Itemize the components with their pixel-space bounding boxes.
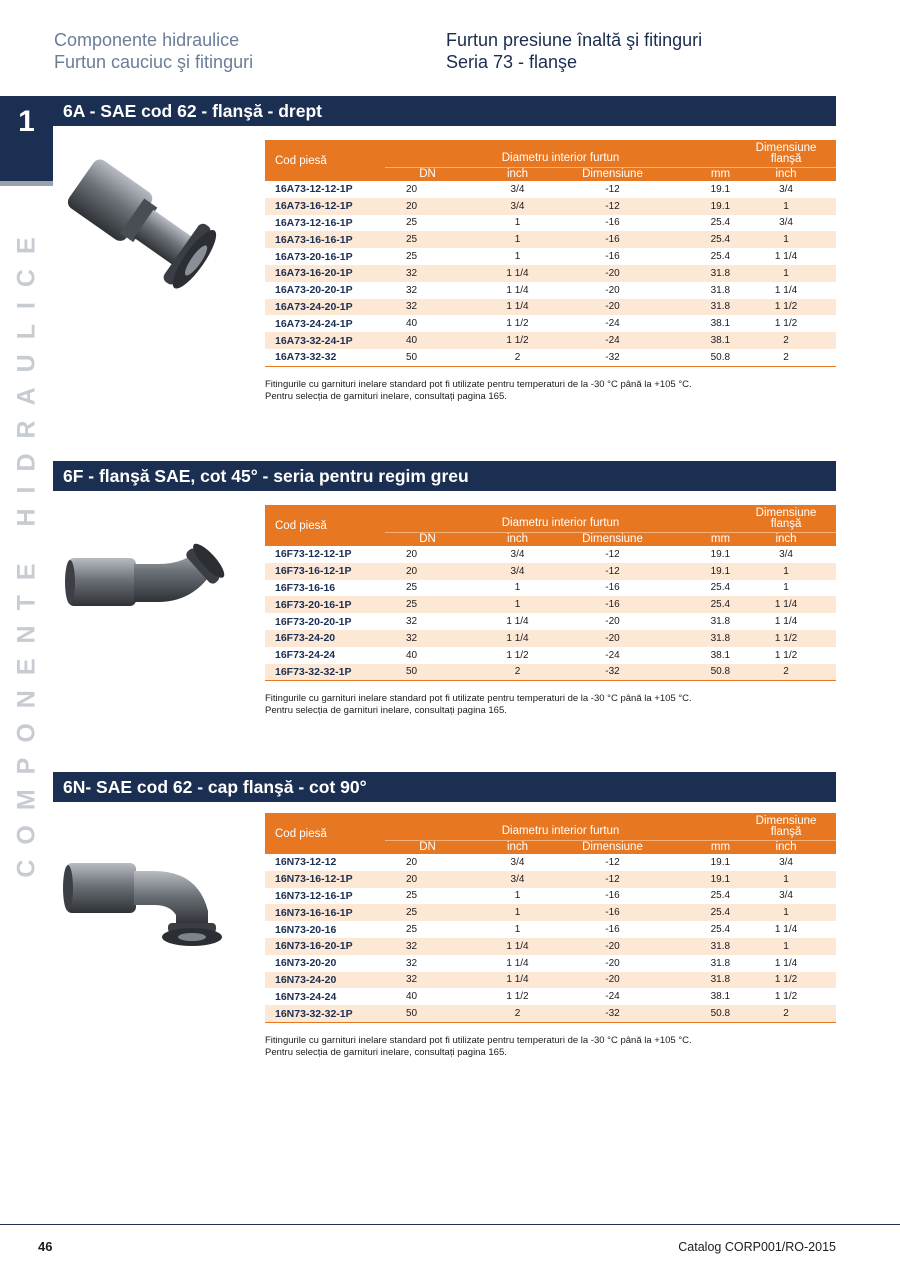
table-header-row xyxy=(265,140,836,168)
cell-inch-flansa: 3/4 xyxy=(736,546,836,563)
cell-dn: 32 xyxy=(385,282,470,299)
table-row xyxy=(265,181,836,198)
cell-dn: 32 xyxy=(385,613,470,630)
cell-mm: 25.4 xyxy=(660,580,736,597)
cell-dimensiune: -20 xyxy=(565,630,660,647)
header-right-line1: Furtun presiune înaltă şi fitinguri xyxy=(446,30,703,50)
cell-inch: 3/4 xyxy=(470,181,565,198)
cell-cod-piesa: 16F73-12-12-1P xyxy=(265,546,385,563)
col-dimensiune-flansa xyxy=(736,813,836,841)
table-row xyxy=(265,955,836,972)
table-header-row xyxy=(265,505,836,533)
table-row xyxy=(265,231,836,248)
cell-cod-piesa: 16F73-16-12-1P xyxy=(265,563,385,580)
cell-dn: 25 xyxy=(385,921,470,938)
cell-cod-piesa: 16N73-20-16 xyxy=(265,921,385,938)
table-row xyxy=(265,1005,836,1022)
cell-mm: 31.8 xyxy=(660,299,736,316)
cell-dimensiune: -24 xyxy=(565,647,660,664)
cell-mm: 25.4 xyxy=(660,888,736,905)
cell-inch-flansa: 1 1/2 xyxy=(736,972,836,989)
cell-mm: 25.4 xyxy=(660,215,736,232)
cell-inch-flansa: 3/4 xyxy=(736,888,836,905)
header-left xyxy=(54,29,253,73)
cell-inch: 1 1/4 xyxy=(470,630,565,647)
cell-inch: 1 1/4 xyxy=(470,265,565,282)
col-dim-fl-line2: flanşă xyxy=(770,825,802,838)
cell-cod-piesa: 16F73-16-16 xyxy=(265,580,385,597)
cell-mm: 19.1 xyxy=(660,198,736,215)
header-left-line1: Componente hidraulice xyxy=(54,30,240,50)
cell-dimensiune: -16 xyxy=(565,231,660,248)
cell-cod-piesa: 16A73-32-24-1P xyxy=(265,332,385,349)
col-inch: inch xyxy=(470,168,565,182)
elbow-90-flange-fitting-image xyxy=(58,836,254,976)
cell-mm: 25.4 xyxy=(660,596,736,613)
cell-inch: 1 xyxy=(470,231,565,248)
cell-dimensiune: -20 xyxy=(565,938,660,955)
cell-dn: 32 xyxy=(385,630,470,647)
note-6a xyxy=(265,379,692,403)
cell-dimensiune: -20 xyxy=(565,972,660,989)
cell-inch: 1 1/4 xyxy=(470,282,565,299)
cell-dimensiune: -24 xyxy=(565,332,660,349)
cell-inch: 1 xyxy=(470,921,565,938)
chapter-number: 1 xyxy=(0,96,53,181)
cell-inch-flansa: 1 1/4 xyxy=(736,596,836,613)
table-row xyxy=(265,988,836,1005)
cell-inch-flansa: 1 xyxy=(736,265,836,282)
cell-cod-piesa: 16N73-16-12-1P xyxy=(265,871,385,888)
note-line1: Fitingurile cu garnituri inelare standard pot fi utilizate pentru temperaturi de la -30 °C până la +105 °C. xyxy=(265,1035,692,1046)
note-6f xyxy=(265,693,692,717)
cell-inch: 1 1/4 xyxy=(470,299,565,316)
cell-mm: 38.1 xyxy=(660,647,736,664)
elbow-45-flange-fitting-image xyxy=(58,520,254,660)
col-inch-flansa: inch xyxy=(736,841,836,855)
cell-inch: 2 xyxy=(470,664,565,681)
table-body xyxy=(265,181,836,366)
cell-dimensiune: -32 xyxy=(565,1005,660,1022)
cell-dimensiune: -20 xyxy=(565,299,660,316)
cell-dimensiune: -20 xyxy=(565,265,660,282)
cell-mm: 25.4 xyxy=(660,248,736,265)
cell-inch-flansa: 3/4 xyxy=(736,854,836,871)
section-title-6n: 6N- SAE cod 62 - cap flanşă - cot 90° xyxy=(53,772,836,802)
cell-cod-piesa: 16A73-12-16-1P xyxy=(265,215,385,232)
header-right-line2: Seria 73 - flanşe xyxy=(446,52,578,72)
spec-table-6a xyxy=(265,140,836,367)
header-right xyxy=(446,29,702,73)
cell-inch: 1 1/4 xyxy=(470,955,565,972)
cell-dimensiune: -16 xyxy=(565,888,660,905)
cell-dimensiune: -16 xyxy=(565,215,660,232)
col-dim-fl-line2: flanşă xyxy=(770,517,802,530)
cell-inch: 1 xyxy=(470,580,565,597)
cell-dn: 25 xyxy=(385,904,470,921)
cell-inch-flansa: 1 xyxy=(736,231,836,248)
table-row xyxy=(265,871,836,888)
cell-dn: 25 xyxy=(385,596,470,613)
cell-dn: 25 xyxy=(385,888,470,905)
cell-mm: 31.8 xyxy=(660,938,736,955)
table-row xyxy=(265,580,836,597)
cell-dn: 20 xyxy=(385,181,470,198)
cell-inch-flansa: 2 xyxy=(736,664,836,681)
cell-inch-flansa: 2 xyxy=(736,349,836,366)
col-inch: inch xyxy=(470,841,565,855)
cell-inch-flansa: 1 xyxy=(736,938,836,955)
cell-mm: 19.1 xyxy=(660,563,736,580)
col-cod-piesa: Cod piesă xyxy=(265,140,385,181)
cell-cod-piesa: 16A73-16-20-1P xyxy=(265,265,385,282)
chapter-side-text: COMPONENTE HIDRAULICE xyxy=(12,222,40,878)
col-dn: DN xyxy=(385,841,470,855)
cell-dn: 20 xyxy=(385,198,470,215)
cell-mm: 25.4 xyxy=(660,231,736,248)
cell-mm: 25.4 xyxy=(660,904,736,921)
table-row xyxy=(265,546,836,563)
note-6n xyxy=(265,1035,692,1059)
cell-cod-piesa: 16F73-20-20-1P xyxy=(265,613,385,630)
table-row xyxy=(265,265,836,282)
cell-cod-piesa: 16N73-24-24 xyxy=(265,988,385,1005)
col-mm: mm xyxy=(660,841,736,855)
cell-dn: 40 xyxy=(385,332,470,349)
cell-cod-piesa: 16F73-20-16-1P xyxy=(265,596,385,613)
cell-dimensiune: -24 xyxy=(565,315,660,332)
cell-cod-piesa: 16A73-16-12-1P xyxy=(265,198,385,215)
cell-dn: 50 xyxy=(385,1005,470,1022)
cell-inch: 1 1/4 xyxy=(470,613,565,630)
cell-dn: 20 xyxy=(385,546,470,563)
footer-divider xyxy=(0,1224,900,1225)
cell-cod-piesa: 16F73-24-24 xyxy=(265,647,385,664)
cell-cod-piesa: 16A73-32-32 xyxy=(265,349,385,366)
col-inch-flansa: inch xyxy=(736,168,836,182)
cell-inch-flansa: 1 1/4 xyxy=(736,955,836,972)
chapter-side-label xyxy=(0,200,53,900)
col-cod-piesa: Cod piesă xyxy=(265,813,385,854)
cell-dn: 20 xyxy=(385,563,470,580)
note-line2: Pentru selecția de garnituri inelare, consultați pagina 165. xyxy=(265,1047,507,1058)
straight-flange-fitting-image xyxy=(58,158,254,298)
cell-inch: 2 xyxy=(470,349,565,366)
table-row xyxy=(265,921,836,938)
cell-inch: 2 xyxy=(470,1005,565,1022)
cell-inch: 1 1/2 xyxy=(470,332,565,349)
cell-dimensiune: -12 xyxy=(565,563,660,580)
cell-inch-flansa: 1 1/2 xyxy=(736,988,836,1005)
col-dimensiune-flansa xyxy=(736,140,836,168)
cell-dn: 40 xyxy=(385,315,470,332)
cell-inch-flansa: 1 xyxy=(736,198,836,215)
cell-dn: 20 xyxy=(385,854,470,871)
cell-dimensiune: -16 xyxy=(565,580,660,597)
section-title-6a: 6A - SAE cod 62 - flanşă - drept xyxy=(53,96,836,126)
cell-cod-piesa: 16F73-32-32-1P xyxy=(265,664,385,681)
cell-dimensiune: -16 xyxy=(565,904,660,921)
col-dim-fl-line1: Dimensiune xyxy=(755,814,817,827)
cell-mm: 50.8 xyxy=(660,349,736,366)
header-left-line2: Furtun cauciuc şi fitinguri xyxy=(54,52,254,72)
cell-dimensiune: -20 xyxy=(565,282,660,299)
cell-inch-flansa: 1 xyxy=(736,904,836,921)
col-diametru: Diametru interior furtun xyxy=(385,813,736,841)
cell-dimensiune: -16 xyxy=(565,921,660,938)
cell-inch-flansa: 1 xyxy=(736,871,836,888)
cell-dn: 32 xyxy=(385,972,470,989)
cell-inch-flansa: 1 1/2 xyxy=(736,647,836,664)
cell-inch-flansa: 1 1/4 xyxy=(736,248,836,265)
spec-table-6f xyxy=(265,505,836,681)
cell-dn: 32 xyxy=(385,299,470,316)
cell-inch-flansa: 3/4 xyxy=(736,215,836,232)
table-row xyxy=(265,854,836,871)
cell-cod-piesa: 16N73-12-12 xyxy=(265,854,385,871)
cell-dn: 25 xyxy=(385,580,470,597)
col-mm: mm xyxy=(660,168,736,182)
cell-cod-piesa: 16N73-24-20 xyxy=(265,972,385,989)
table-row xyxy=(265,904,836,921)
table-row xyxy=(265,315,836,332)
cell-mm: 38.1 xyxy=(660,315,736,332)
cell-inch: 3/4 xyxy=(470,198,565,215)
cell-mm: 31.8 xyxy=(660,630,736,647)
cell-cod-piesa: 16N73-12-16-1P xyxy=(265,888,385,905)
cell-dn: 32 xyxy=(385,265,470,282)
cell-cod-piesa: 16A73-24-24-1P xyxy=(265,315,385,332)
cell-inch-flansa: 1 xyxy=(736,563,836,580)
cell-dn: 40 xyxy=(385,647,470,664)
cell-inch: 1 xyxy=(470,888,565,905)
page-number: 46 xyxy=(38,1239,53,1254)
cell-inch: 1 1/4 xyxy=(470,938,565,955)
table-body xyxy=(265,854,836,1022)
col-diametru: Diametru interior furtun xyxy=(385,140,736,168)
cell-dn: 25 xyxy=(385,231,470,248)
cell-inch: 1 xyxy=(470,248,565,265)
cell-dn: 20 xyxy=(385,871,470,888)
cell-dimensiune: -12 xyxy=(565,198,660,215)
col-inch-flansa: inch xyxy=(736,533,836,547)
table-row xyxy=(265,349,836,366)
chapter-divider xyxy=(0,181,53,186)
cell-inch-flansa: 2 xyxy=(736,1005,836,1022)
cell-dimensiune: -20 xyxy=(565,955,660,972)
col-dn: DN xyxy=(385,533,470,547)
cell-cod-piesa: 16A73-24-20-1P xyxy=(265,299,385,316)
cell-dimensiune: -12 xyxy=(565,546,660,563)
cell-mm: 38.1 xyxy=(660,332,736,349)
cell-inch: 3/4 xyxy=(470,563,565,580)
col-dim-fl-line1: Dimensiune xyxy=(755,506,817,519)
table-row xyxy=(265,282,836,299)
cell-dn: 32 xyxy=(385,938,470,955)
cell-inch: 1 1/2 xyxy=(470,988,565,1005)
cell-mm: 19.1 xyxy=(660,871,736,888)
col-dim-fl-line1: Dimensiune xyxy=(755,141,817,154)
note-line2: Pentru selecția de garnituri inelare, consultați pagina 165. xyxy=(265,705,507,716)
cell-mm: 31.8 xyxy=(660,282,736,299)
table-row xyxy=(265,938,836,955)
table-row xyxy=(265,613,836,630)
section-title-6f: 6F - flanşă SAE, cot 45° - seria pentru regim greu xyxy=(53,461,836,491)
col-mm: mm xyxy=(660,533,736,547)
cell-mm: 50.8 xyxy=(660,1005,736,1022)
table-row xyxy=(265,664,836,681)
table-row xyxy=(265,888,836,905)
cell-dimensiune: -16 xyxy=(565,248,660,265)
cell-inch-flansa: 1 1/2 xyxy=(736,299,836,316)
cell-dimensiune: -12 xyxy=(565,854,660,871)
table-row xyxy=(265,215,836,232)
table-row xyxy=(265,198,836,215)
col-cod-piesa: Cod piesă xyxy=(265,505,385,546)
cell-inch: 1 xyxy=(470,596,565,613)
cell-mm: 50.8 xyxy=(660,664,736,681)
col-dimensiune: Dimensiune xyxy=(565,533,660,547)
table-row xyxy=(265,596,836,613)
cell-inch-flansa: 1 1/2 xyxy=(736,315,836,332)
cell-dimensiune: -32 xyxy=(565,349,660,366)
col-diametru: Diametru interior furtun xyxy=(385,505,736,533)
col-inch: inch xyxy=(470,533,565,547)
cell-inch: 1 1/2 xyxy=(470,315,565,332)
cell-mm: 31.8 xyxy=(660,972,736,989)
cell-cod-piesa: 16N73-32-32-1P xyxy=(265,1005,385,1022)
cell-dn: 50 xyxy=(385,664,470,681)
table-row xyxy=(265,299,836,316)
cell-inch: 3/4 xyxy=(470,871,565,888)
note-line2: Pentru selecția de garnituri inelare, consultați pagina 165. xyxy=(265,391,507,402)
cell-inch-flansa: 2 xyxy=(736,332,836,349)
col-dn: DN xyxy=(385,168,470,182)
cell-cod-piesa: 16A73-20-16-1P xyxy=(265,248,385,265)
cell-dimensiune: -24 xyxy=(565,988,660,1005)
spec-table-6n xyxy=(265,813,836,1023)
cell-inch-flansa: 1 1/4 xyxy=(736,921,836,938)
cell-dn: 25 xyxy=(385,215,470,232)
table-row xyxy=(265,248,836,265)
cell-inch-flansa: 1 1/4 xyxy=(736,282,836,299)
cell-mm: 19.1 xyxy=(660,181,736,198)
cell-cod-piesa: 16N73-20-20 xyxy=(265,955,385,972)
cell-cod-piesa: 16N73-16-20-1P xyxy=(265,938,385,955)
cell-dimensiune: -16 xyxy=(565,596,660,613)
col-dim-fl-line2: flanşă xyxy=(770,152,802,165)
cell-dimensiune: -12 xyxy=(565,181,660,198)
cell-inch-flansa: 3/4 xyxy=(736,181,836,198)
cell-dimensiune: -12 xyxy=(565,871,660,888)
cell-mm: 38.1 xyxy=(660,988,736,1005)
cell-inch-flansa: 1 1/4 xyxy=(736,613,836,630)
cell-dimensiune: -20 xyxy=(565,613,660,630)
cell-mm: 25.4 xyxy=(660,921,736,938)
table-row xyxy=(265,647,836,664)
note-line1: Fitingurile cu garnituri inelare standard pot fi utilizate pentru temperaturi de la -30 °C până la +105 °C. xyxy=(265,379,692,390)
table-row xyxy=(265,972,836,989)
cell-mm: 19.1 xyxy=(660,546,736,563)
cell-dn: 32 xyxy=(385,955,470,972)
cell-cod-piesa: 16A73-16-16-1P xyxy=(265,231,385,248)
cell-cod-piesa: 16A73-20-20-1P xyxy=(265,282,385,299)
cell-dn: 40 xyxy=(385,988,470,1005)
cell-inch-flansa: 1 1/2 xyxy=(736,630,836,647)
cell-inch: 3/4 xyxy=(470,854,565,871)
cell-mm: 31.8 xyxy=(660,955,736,972)
cell-inch: 1 1/4 xyxy=(470,972,565,989)
table-header-row xyxy=(265,813,836,841)
note-line1: Fitingurile cu garnituri inelare standard pot fi utilizate pentru temperaturi de la -30 °C până la +105 °C. xyxy=(265,693,692,704)
cell-mm: 31.8 xyxy=(660,613,736,630)
cell-dn: 50 xyxy=(385,349,470,366)
table-body xyxy=(265,546,836,681)
catalog-reference: Catalog CORP001/RO-2015 xyxy=(678,1240,836,1254)
cell-dimensiune: -32 xyxy=(565,664,660,681)
cell-mm: 19.1 xyxy=(660,854,736,871)
cell-cod-piesa: 16A73-12-12-1P xyxy=(265,181,385,198)
cell-cod-piesa: 16F73-24-20 xyxy=(265,630,385,647)
col-dimensiune-flansa xyxy=(736,505,836,533)
cell-dn: 25 xyxy=(385,248,470,265)
cell-cod-piesa: 16N73-16-16-1P xyxy=(265,904,385,921)
col-dimensiune: Dimensiune xyxy=(565,168,660,182)
col-dimensiune: Dimensiune xyxy=(565,841,660,855)
cell-inch: 1 xyxy=(470,215,565,232)
cell-inch: 1 1/2 xyxy=(470,647,565,664)
table-row xyxy=(265,563,836,580)
table-row xyxy=(265,630,836,647)
cell-mm: 31.8 xyxy=(660,265,736,282)
cell-inch-flansa: 1 xyxy=(736,580,836,597)
cell-inch: 1 xyxy=(470,904,565,921)
cell-inch: 3/4 xyxy=(470,546,565,563)
table-row xyxy=(265,332,836,349)
